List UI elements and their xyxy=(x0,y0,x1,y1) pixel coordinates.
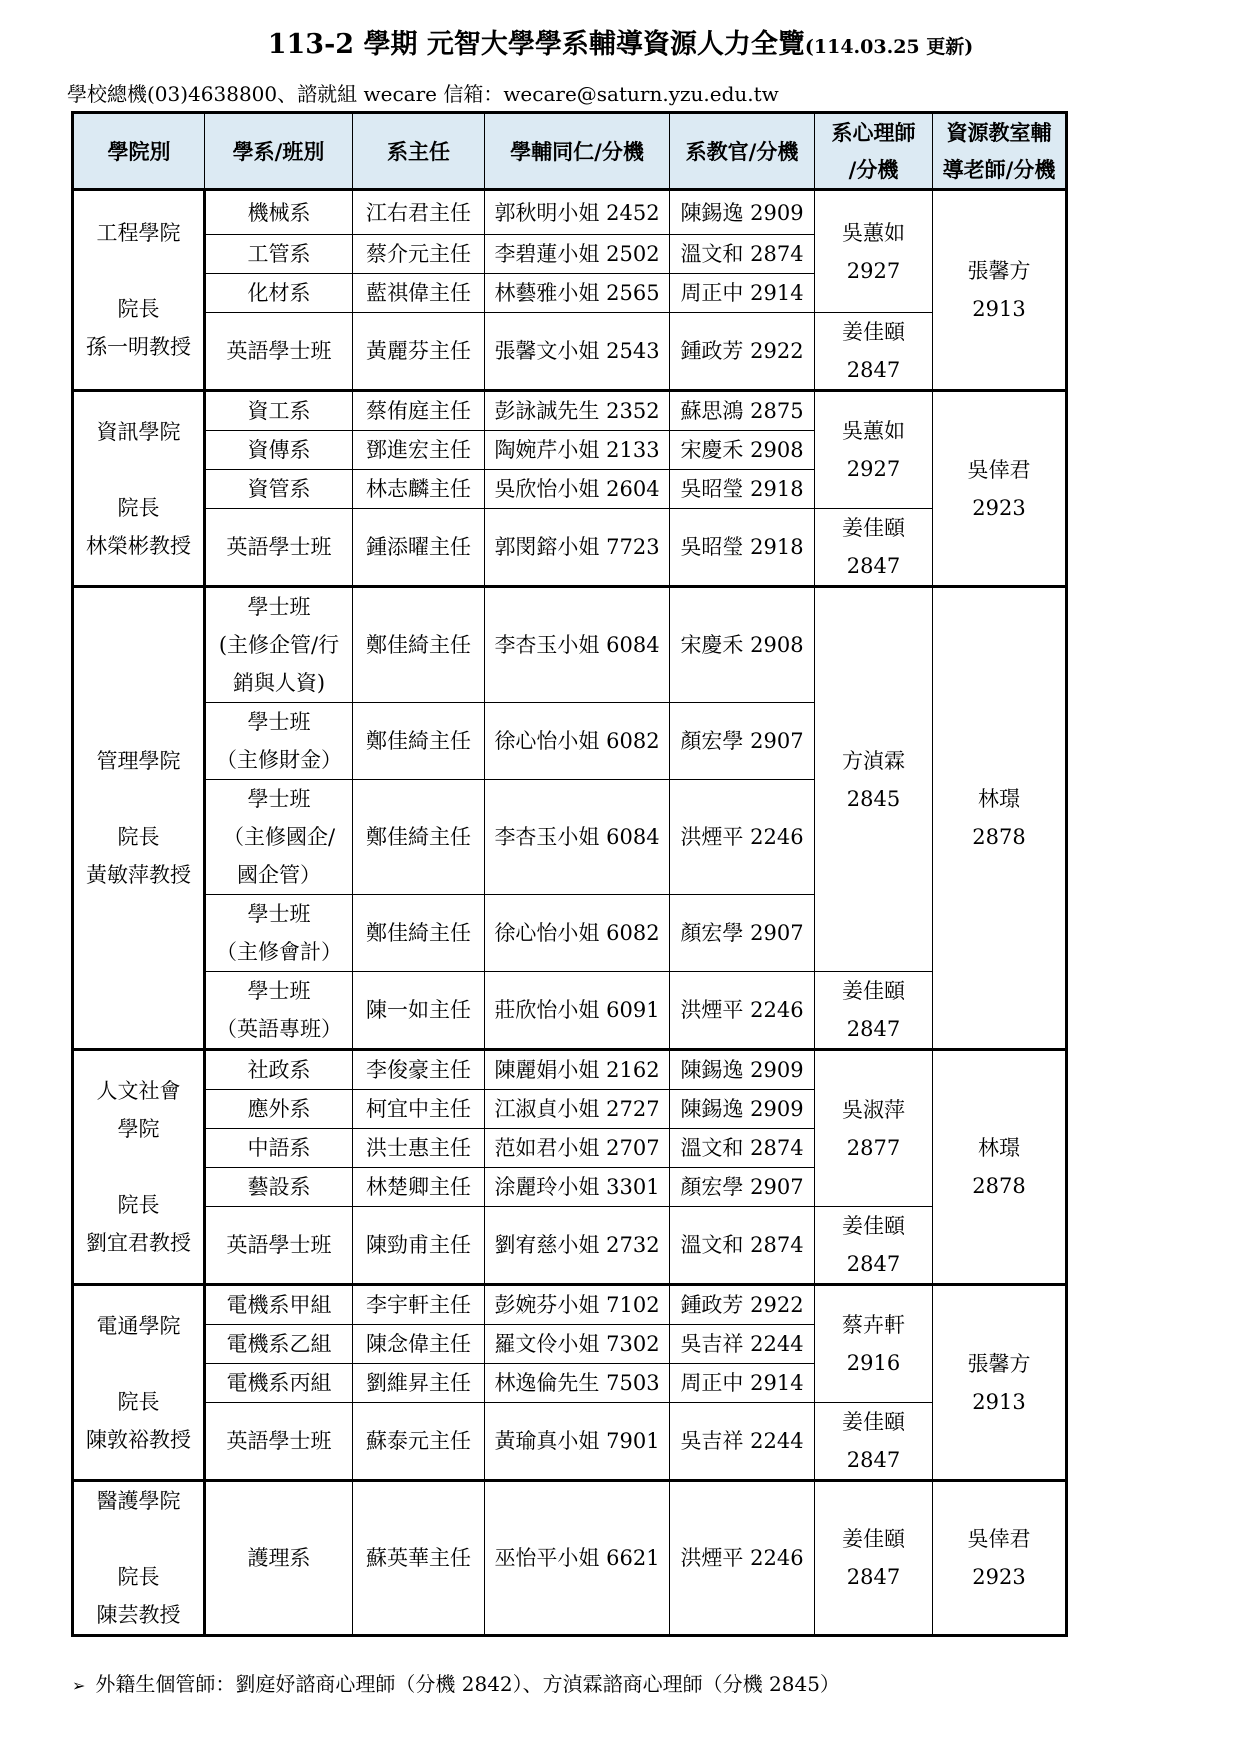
chair-cell: 鄭佳綺主任 xyxy=(353,587,485,703)
page-title xyxy=(0,22,1241,61)
staff-cell: 林逸倫先生 7503 xyxy=(485,1364,670,1403)
resource-teacher-cell: 林璟 2878 xyxy=(933,1050,1067,1285)
department-cell: 工管系 xyxy=(205,235,353,274)
department-cell: 藝設系 xyxy=(205,1168,353,1207)
officer-cell: 顏宏學 2907 xyxy=(670,1168,815,1207)
psychologist-cell: 姜佳頤 2847 xyxy=(815,972,933,1050)
department-cell: 學士班 （英語專班） xyxy=(205,972,353,1050)
table-row xyxy=(73,972,1067,1050)
table-row xyxy=(73,1285,1067,1325)
header-staff: 學輔同仁/分機 xyxy=(485,113,670,190)
table-row xyxy=(73,1050,1067,1090)
header-chair: 系主任 xyxy=(353,113,485,190)
chair-cell: 鄭佳綺主任 xyxy=(353,703,485,780)
staff-cell: 陳麗娟小姐 2162 xyxy=(485,1050,670,1090)
officer-cell: 溫文和 2874 xyxy=(670,1129,815,1168)
header-resource-teacher: 資源教室輔 導老師/分機 xyxy=(933,113,1067,190)
staff-cell: 彭詠誠先生 2352 xyxy=(485,391,670,431)
department-cell: 電機系丙組 xyxy=(205,1364,353,1403)
staff-cell: 范如君小姐 2707 xyxy=(485,1129,670,1168)
officer-cell: 周正中 2914 xyxy=(670,1364,815,1403)
chair-cell: 劉維昇主任 xyxy=(353,1364,485,1403)
staff-cell: 張馨文小姐 2543 xyxy=(485,313,670,391)
staff-cell: 劉宥慈小姐 2732 xyxy=(485,1207,670,1285)
psychologist-cell: 姜佳頤 2847 xyxy=(815,313,933,391)
department-cell: 資管系 xyxy=(205,470,353,509)
contact-line: 學校總機(03)4638800、諮就組 wecare 信箱：wecare@saturn.yzu.edu.tw xyxy=(67,82,779,106)
department-cell: 化材系 xyxy=(205,274,353,313)
staff-cell: 江淑貞小姐 2727 xyxy=(485,1090,670,1129)
officer-cell: 洪煙平 2246 xyxy=(670,780,815,895)
officer-cell: 溫文和 2874 xyxy=(670,235,815,274)
chair-cell: 林楚卿主任 xyxy=(353,1168,485,1207)
header-college: 學院別 xyxy=(73,113,205,190)
staff-cell: 李杏玉小姐 6084 xyxy=(485,587,670,703)
officer-cell: 宋慶禾 2908 xyxy=(670,587,815,703)
psychologist-cell: 姜佳頤 2847 xyxy=(815,1403,933,1481)
table-row xyxy=(73,587,1067,703)
header-psychologist: 系心理師 /分機 xyxy=(815,113,933,190)
officer-cell: 溫文和 2874 xyxy=(670,1207,815,1285)
department-cell: 學士班 （主修國企/ 國企管） xyxy=(205,780,353,895)
staff-cell: 羅文伶小姐 7302 xyxy=(485,1325,670,1364)
staff-cell: 莊欣怡小姐 6091 xyxy=(485,972,670,1050)
resource-teacher-cell: 林璟 2878 xyxy=(933,587,1067,1050)
chair-cell: 鄭佳綺主任 xyxy=(353,895,485,972)
psychologist-cell: 方湞霖 2845 xyxy=(815,587,933,972)
officer-cell: 鍾政芳 2922 xyxy=(670,1285,815,1325)
psychologist-cell: 蔡卉軒 2916 xyxy=(815,1285,933,1403)
staff-cell: 徐心怡小姐 6082 xyxy=(485,895,670,972)
resource-teacher-cell: 吳倖君 2923 xyxy=(933,1481,1067,1636)
department-cell: 社政系 xyxy=(205,1050,353,1090)
chair-cell: 江右君主任 xyxy=(353,190,485,235)
psychologist-cell: 吳蕙如 2927 xyxy=(815,190,933,313)
officer-cell: 吳昭瑩 2918 xyxy=(670,470,815,509)
department-cell: 電機系甲組 xyxy=(205,1285,353,1325)
table-row xyxy=(73,313,1067,391)
chair-cell: 藍祺偉主任 xyxy=(353,274,485,313)
department-cell: 英語學士班 xyxy=(205,1207,353,1285)
footnote xyxy=(72,1668,840,1697)
officer-cell: 吳昭瑩 2918 xyxy=(670,509,815,587)
chair-cell: 陳念偉主任 xyxy=(353,1325,485,1364)
staff-cell: 陶婉芹小姐 2133 xyxy=(485,431,670,470)
staff-cell: 彭婉芬小姐 7102 xyxy=(485,1285,670,1325)
staff-cell: 黃瑜真小姐 7901 xyxy=(485,1403,670,1481)
chair-cell: 李俊豪主任 xyxy=(353,1050,485,1090)
college-cell: 醫護學院 院長 陳芸教授 xyxy=(73,1481,205,1636)
department-cell: 電機系乙組 xyxy=(205,1325,353,1364)
psychologist-cell: 姜佳頤 2847 xyxy=(815,509,933,587)
department-cell: 學士班 （主修財金） xyxy=(205,703,353,780)
staff-cell: 徐心怡小姐 6082 xyxy=(485,703,670,780)
department-cell: 學士班 (主修企管/行 銷與人資) xyxy=(205,587,353,703)
officer-cell: 蘇思鴻 2875 xyxy=(670,391,815,431)
chair-cell: 李宇軒主任 xyxy=(353,1285,485,1325)
staff-cell: 林藝雅小姐 2565 xyxy=(485,274,670,313)
psychologist-cell: 吳蕙如 2927 xyxy=(815,391,933,509)
table-row xyxy=(73,509,1067,587)
department-cell: 中語系 xyxy=(205,1129,353,1168)
department-cell: 資工系 xyxy=(205,391,353,431)
staff-cell: 巫怡平小姐 6621 xyxy=(485,1481,670,1636)
officer-cell: 顏宏學 2907 xyxy=(670,895,815,972)
officer-cell: 宋慶禾 2908 xyxy=(670,431,815,470)
chair-cell: 鄧進宏主任 xyxy=(353,431,485,470)
table-row xyxy=(73,1207,1067,1285)
department-cell: 英語學士班 xyxy=(205,509,353,587)
chair-cell: 蘇英華主任 xyxy=(353,1481,485,1636)
department-cell: 英語學士班 xyxy=(205,1403,353,1481)
arrow-bullet-icon: ➢ xyxy=(72,1676,86,1695)
resource-table xyxy=(71,111,1068,1637)
department-cell: 機械系 xyxy=(205,190,353,235)
college-cell: 人文社會 學院 院長 劉宜君教授 xyxy=(73,1050,205,1285)
header-officer: 系教官/分機 xyxy=(670,113,815,190)
staff-cell: 李杏玉小姐 6084 xyxy=(485,780,670,895)
chair-cell: 洪士惠主任 xyxy=(353,1129,485,1168)
resource-teacher-cell: 吳倖君 2923 xyxy=(933,391,1067,587)
resource-teacher-cell: 張馨方 2913 xyxy=(933,1285,1067,1481)
footnote-text: 外籍生個管師：劉庭妤諮商心理師（分機 2842）、方湞霖諮商心理師（分機 2845） xyxy=(95,1672,840,1696)
chair-cell: 林志麟主任 xyxy=(353,470,485,509)
psychologist-cell: 姜佳頤 2847 xyxy=(815,1481,933,1636)
college-cell: 工程學院 院長 孫一明教授 xyxy=(73,190,205,391)
psychologist-cell: 姜佳頤 2847 xyxy=(815,1207,933,1285)
department-cell: 資傳系 xyxy=(205,431,353,470)
title-main: 113-2 學期 元智大學學系輔導資源人力全覽 xyxy=(267,29,805,60)
psychologist-cell: 吳淑萍 2877 xyxy=(815,1050,933,1207)
officer-cell: 周正中 2914 xyxy=(670,274,815,313)
table-row xyxy=(73,391,1067,431)
chair-cell: 黃麗芬主任 xyxy=(353,313,485,391)
chair-cell: 鍾添曜主任 xyxy=(353,509,485,587)
college-cell: 資訊學院 院長 林榮彬教授 xyxy=(73,391,205,587)
department-cell: 護理系 xyxy=(205,1481,353,1636)
staff-cell: 李碧蓮小姐 2502 xyxy=(485,235,670,274)
header-department: 學系/班別 xyxy=(205,113,353,190)
officer-cell: 洪煙平 2246 xyxy=(670,1481,815,1636)
officer-cell: 顏宏學 2907 xyxy=(670,703,815,780)
chair-cell: 鄭佳綺主任 xyxy=(353,780,485,895)
staff-cell: 吳欣怡小姐 2604 xyxy=(485,470,670,509)
college-cell: 電通學院 院長 陳敦裕教授 xyxy=(73,1285,205,1481)
table-row xyxy=(73,1403,1067,1481)
chair-cell: 陳一如主任 xyxy=(353,972,485,1050)
header-row xyxy=(73,113,1067,190)
department-cell: 學士班 （主修會計） xyxy=(205,895,353,972)
department-cell: 應外系 xyxy=(205,1090,353,1129)
college-cell: 管理學院 院長 黃敏萍教授 xyxy=(73,587,205,1050)
chair-cell: 蘇泰元主任 xyxy=(353,1403,485,1481)
staff-cell: 郭閔鎔小姐 7723 xyxy=(485,509,670,587)
staff-cell: 涂麗玲小姐 3301 xyxy=(485,1168,670,1207)
chair-cell: 柯宜中主任 xyxy=(353,1090,485,1129)
officer-cell: 吳吉祥 2244 xyxy=(670,1403,815,1481)
officer-cell: 陳錫逸 2909 xyxy=(670,1090,815,1129)
staff-cell: 郭秋明小姐 2452 xyxy=(485,190,670,235)
officer-cell: 陳錫逸 2909 xyxy=(670,190,815,235)
officer-cell: 鍾政芳 2922 xyxy=(670,313,815,391)
resource-teacher-cell: 張馨方 2913 xyxy=(933,190,1067,391)
chair-cell: 陳勁甫主任 xyxy=(353,1207,485,1285)
chair-cell: 蔡侑庭主任 xyxy=(353,391,485,431)
department-cell: 英語學士班 xyxy=(205,313,353,391)
table-body xyxy=(73,190,1067,1636)
table-row xyxy=(73,1481,1067,1636)
title-updated: (114.03.25 更新) xyxy=(804,36,974,58)
table-row xyxy=(73,190,1067,235)
officer-cell: 陳錫逸 2909 xyxy=(670,1050,815,1090)
chair-cell: 蔡介元主任 xyxy=(353,235,485,274)
officer-cell: 吳吉祥 2244 xyxy=(670,1325,815,1364)
officer-cell: 洪煙平 2246 xyxy=(670,972,815,1050)
